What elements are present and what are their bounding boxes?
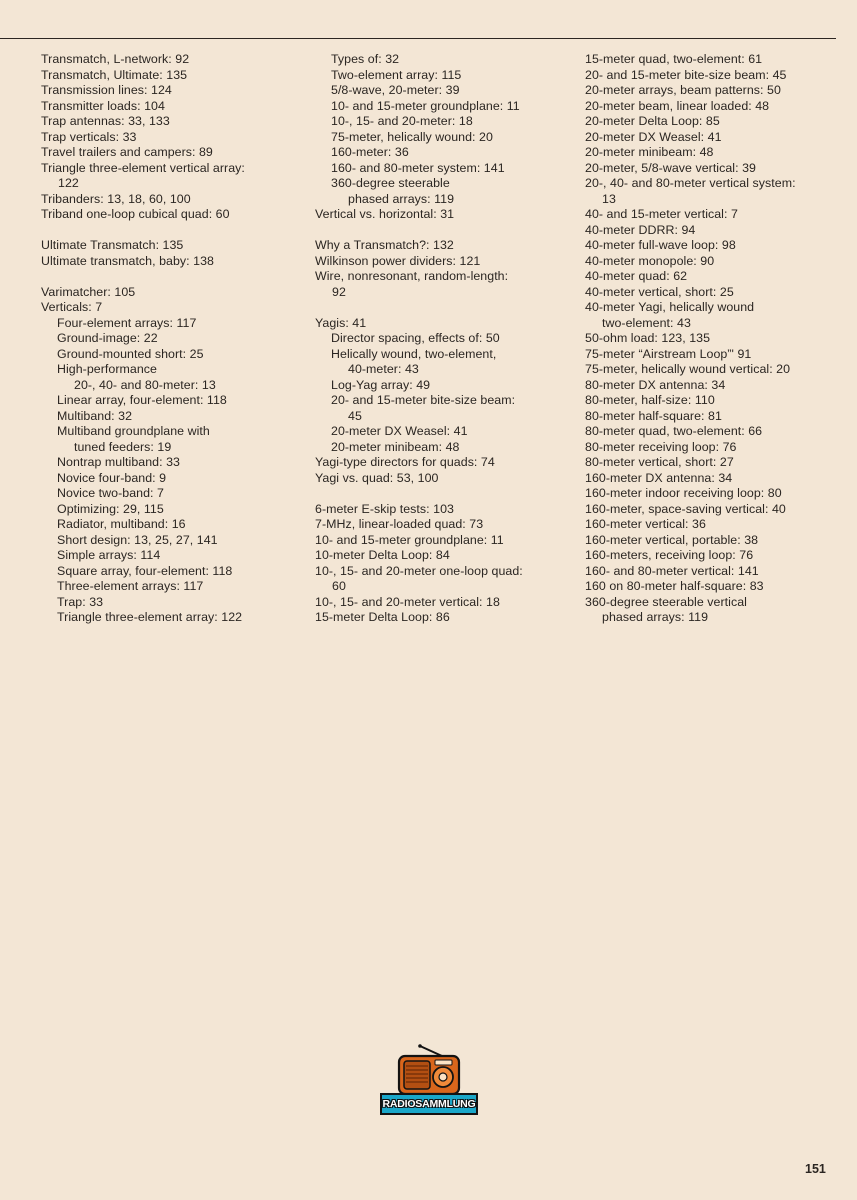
index-entry-line: Square array, four-element: 118 xyxy=(57,563,233,578)
index-entry-line: 20-meter Delta Loop: 85 xyxy=(585,114,720,128)
index-entry xyxy=(585,68,850,84)
index-entry-line: Ground-mounted short: 25 xyxy=(57,346,204,361)
radio-icon xyxy=(380,1044,478,1096)
index-column-1 xyxy=(41,52,311,626)
index-entry-line: Transmitter loads: 104 xyxy=(41,98,165,113)
index-entry xyxy=(585,347,850,363)
index-entry-line: High-performance xyxy=(57,362,157,376)
index-entry-line: 92 xyxy=(332,284,346,299)
index-entry xyxy=(41,548,311,564)
index-entry-line: 160- and 80-meter vertical: 141 xyxy=(585,563,759,578)
index-entry xyxy=(585,269,850,285)
index-entry xyxy=(585,176,850,207)
index-entry xyxy=(41,517,311,533)
index-entry xyxy=(41,254,311,270)
index-entry-line: Linear array, four-element: 118 xyxy=(57,393,227,407)
index-entry-line: 122 xyxy=(58,176,79,190)
index-entry-line: 20- and 15-meter bite-size beam: 45 xyxy=(585,67,787,82)
index-entry-line: 160-meter vertical, portable: 38 xyxy=(585,532,759,547)
index-entry xyxy=(315,130,580,146)
index-entry xyxy=(585,99,850,115)
index-entry xyxy=(315,331,580,347)
index-entry xyxy=(41,486,311,502)
blank-spacer xyxy=(41,223,311,239)
index-entry xyxy=(585,285,850,301)
index-entry-line: 40-meter monopole: 90 xyxy=(585,253,715,268)
index-entry xyxy=(41,161,311,192)
index-entry xyxy=(41,579,311,595)
index-entry-line: 160 on 80-meter half-square: 83 xyxy=(585,579,764,593)
index-entry-line: Novice four-band: 9 xyxy=(57,470,167,485)
index-entry-line: 20-meter minibeam: 48 xyxy=(585,145,714,159)
index-entry-line: 160- and 80-meter system: 141 xyxy=(331,160,505,175)
index-entry-line: 50-ohm load: 123, 135 xyxy=(585,331,711,345)
index-entry xyxy=(315,471,580,487)
index-entry-line: 40-meter: 43 xyxy=(348,362,419,376)
index-entry-line: 80-meter, half-size: 110 xyxy=(585,393,715,407)
index-entry xyxy=(585,486,850,502)
index-entry xyxy=(41,99,311,115)
index-entry-line: 20- and 15-meter bite-size beam: xyxy=(331,393,516,407)
index-entry-line: phased arrays: 119 xyxy=(348,191,455,206)
index-entry-line: Why a Transmatch?: 132 xyxy=(315,238,454,252)
index-entry xyxy=(41,192,311,208)
index-entry xyxy=(585,533,850,549)
blank-spacer xyxy=(41,269,311,285)
page-number: 151 xyxy=(805,1162,826,1176)
index-entry-line: Log-Yag array: 49 xyxy=(331,377,431,392)
blank-spacer xyxy=(315,486,580,502)
index-entry xyxy=(41,362,311,393)
index-entry-line: 7-MHz, linear-loaded quad: 73 xyxy=(315,517,484,531)
index-entry-line: Types of: 32 xyxy=(331,52,400,66)
index-entry xyxy=(41,455,311,471)
index-entry xyxy=(315,269,580,300)
index-entry-line: Trap antennas: 33, 133 xyxy=(41,114,170,128)
index-entry-line: 40-meter full-wave loop: 98 xyxy=(585,238,736,252)
index-entry xyxy=(585,130,850,146)
index-entry xyxy=(41,316,311,332)
index-entry xyxy=(585,378,850,394)
index-entry-line: Triangle three-element vertical array: xyxy=(41,160,245,175)
index-entry-line: 20-meter DX Weasel: 41 xyxy=(585,129,722,144)
index-entry-line: 20-, 40- and 80-meter vertical system: xyxy=(585,176,796,190)
index-column-3 xyxy=(585,52,850,626)
index-entry xyxy=(41,207,311,223)
index-entry-line: Triband one-loop cubical quad: 60 xyxy=(41,207,230,221)
index-entry xyxy=(315,564,580,595)
index-entry-line: 40-meter quad: 62 xyxy=(585,269,688,283)
index-entry xyxy=(41,409,311,425)
index-entry xyxy=(41,595,311,611)
index-entry-line: tuned feeders: 19 xyxy=(74,439,172,454)
index-entry-line: Multiband groundplane with xyxy=(57,424,210,438)
index-entry xyxy=(585,300,850,331)
index-entry xyxy=(585,331,850,347)
index-entry xyxy=(41,564,311,580)
index-entry xyxy=(41,610,311,626)
radiosammlung-logo xyxy=(380,1044,478,1118)
index-entry-line: 80-meter DX antenna: 34 xyxy=(585,377,726,392)
index-entry-line: 360-degree steerable xyxy=(331,176,450,190)
index-entry xyxy=(315,83,580,99)
index-entry-line: Tribanders: 13, 18, 60, 100 xyxy=(41,191,191,206)
index-entry-line: 160-meter indoor receiving loop: 80 xyxy=(585,486,782,500)
index-entry-line: 80-meter quad, two-element: 66 xyxy=(585,424,763,438)
index-entry-line: Travel trailers and campers: 89 xyxy=(41,145,213,159)
index-entry xyxy=(315,440,580,456)
index-entry xyxy=(315,176,580,207)
index-entry xyxy=(315,68,580,84)
index-entry-line: Three-element arrays: 117 xyxy=(57,579,204,593)
index-entry xyxy=(315,393,580,424)
index-entry xyxy=(315,52,580,68)
index-entry-line: 20-meter arrays, beam patterns: 50 xyxy=(585,83,781,97)
index-entry xyxy=(585,502,850,518)
index-entry-line: 360-degree steerable vertical xyxy=(585,594,747,609)
index-entry xyxy=(41,502,311,518)
index-entry xyxy=(41,347,311,363)
index-entry-line: Trap verticals: 33 xyxy=(41,129,137,144)
index-entry-line: Trap: 33 xyxy=(57,594,104,609)
index-entry xyxy=(585,579,850,595)
index-entry-line: 80-meter half-square: 81 xyxy=(585,408,722,423)
index-entry xyxy=(41,238,311,254)
index-entry xyxy=(315,316,580,332)
index-entry-line: Helically wound, two-element, xyxy=(331,346,497,361)
index-entry-line: Nontrap multiband: 33 xyxy=(57,455,180,469)
index-entry-line: Radiator, multiband: 16 xyxy=(57,517,186,531)
index-entry-line: Yagis: 41 xyxy=(315,315,367,330)
index-entry xyxy=(585,362,850,378)
index-entry xyxy=(585,440,850,456)
index-entry-line: 10-meter Delta Loop: 84 xyxy=(315,548,450,562)
index-entry-line: Transmatch, L-network: 92 xyxy=(41,52,190,66)
index-entry xyxy=(41,533,311,549)
logo-text: RADIOSAMMLUNG xyxy=(380,1093,478,1115)
index-entry xyxy=(41,130,311,146)
index-entry-line: 20-meter minibeam: 48 xyxy=(331,439,460,454)
index-entry-line: 20-meter, 5/8-wave vertical: 39 xyxy=(585,160,756,175)
index-entry xyxy=(585,393,850,409)
index-entry xyxy=(41,68,311,84)
index-entry xyxy=(585,517,850,533)
index-entry xyxy=(585,83,850,99)
index-entry-line: 10-, 15- and 20-meter: 18 xyxy=(331,114,473,128)
index-entry xyxy=(315,548,580,564)
index-entry xyxy=(585,145,850,161)
index-entry-line: Optimizing: 29, 115 xyxy=(57,501,164,516)
index-entry-line: Director spacing, effects of: 50 xyxy=(331,331,500,345)
index-entry xyxy=(41,114,311,130)
index-entry-line: 10- and 15-meter groundplane: 11 xyxy=(331,98,520,113)
index-entry-line: 6-meter E-skip tests: 103 xyxy=(315,501,454,516)
blank-spacer xyxy=(315,300,580,316)
index-column-2 xyxy=(315,52,580,626)
index-entry-line: Wire, nonresonant, random-length: xyxy=(315,269,509,283)
index-entry xyxy=(315,161,580,177)
index-entry-line: 40-meter DDRR: 94 xyxy=(585,222,696,237)
index-entry xyxy=(41,393,311,409)
index-entry xyxy=(315,424,580,440)
index-entry-line: 160-meter vertical: 36 xyxy=(585,517,706,531)
index-entry xyxy=(41,145,311,161)
index-entry-line: Yagi vs. quad: 53, 100 xyxy=(315,470,439,485)
index-entry-line: Short design: 13, 25, 27, 141 xyxy=(57,532,218,547)
index-entry-line: 10- and 15-meter groundplane: 11 xyxy=(315,532,504,547)
index-entry xyxy=(41,471,311,487)
index-entry xyxy=(315,207,580,223)
index-entry-line: 40-meter Yagi, helically wound xyxy=(585,300,755,314)
index-entry xyxy=(585,207,850,223)
index-entry-line: 45 xyxy=(348,408,362,423)
index-entry-line: 15-meter quad, two-element: 61 xyxy=(585,52,763,66)
index-entry-line: Novice two-band: 7 xyxy=(57,486,164,500)
index-entry xyxy=(315,114,580,130)
index-entry-line: Ultimate Transmatch: 135 xyxy=(41,238,184,252)
index-entry xyxy=(41,300,311,316)
index-entry xyxy=(585,564,850,580)
index-entry-line: 80-meter receiving loop: 76 xyxy=(585,439,737,454)
index-entry xyxy=(585,238,850,254)
index-entry-line: 75-meter, helically wound: 20 xyxy=(331,129,493,144)
index-entry xyxy=(315,347,580,378)
index-entry-line: 40-meter vertical, short: 25 xyxy=(585,284,734,299)
blank-spacer xyxy=(315,223,580,239)
index-entry-line: Wilkinson power dividers: 121 xyxy=(315,253,481,268)
index-entry-line: 160-meter: 36 xyxy=(331,145,409,159)
index-entry xyxy=(315,517,580,533)
index-entry-line: 160-meters, receiving loop: 76 xyxy=(585,548,754,562)
index-entry xyxy=(585,455,850,471)
index-entry-line: Varimatcher: 105 xyxy=(41,284,136,299)
index-entry xyxy=(41,424,311,455)
index-entry xyxy=(315,455,580,471)
index-entry xyxy=(315,238,580,254)
index-entry-line: Ground-image: 22 xyxy=(57,331,158,345)
index-entry-line: Ultimate transmatch, baby: 138 xyxy=(41,253,214,268)
index-entry xyxy=(585,471,850,487)
index-entry xyxy=(585,409,850,425)
index-entry-line: 20-meter beam, linear loaded: 48 xyxy=(585,98,770,113)
index-entry-line: two-element: 43 xyxy=(602,315,691,330)
index-entry-line: 20-, 40- and 80-meter: 13 xyxy=(74,377,216,392)
index-entry-line: 160-meter, space-saving vertical: 40 xyxy=(585,501,786,516)
index-entry xyxy=(41,331,311,347)
index-entry xyxy=(315,502,580,518)
index-entry-line: Simple arrays: 114 xyxy=(57,548,161,562)
index-entry xyxy=(315,99,580,115)
index-entry-line: 10-, 15- and 20-meter vertical: 18 xyxy=(315,594,500,609)
index-entry-line: 160-meter DX antenna: 34 xyxy=(585,470,733,485)
index-entry-line: 75-meter, helically wound vertical: 20 xyxy=(585,362,791,376)
index-entry-line: Two-element array: 115 xyxy=(331,67,462,82)
index-entry-line: phased arrays: 119 xyxy=(602,610,709,624)
index-entry-line: 80-meter vertical, short: 27 xyxy=(585,455,734,469)
index-entry-line: 75-meter “Airstream Loop”' 91 xyxy=(585,346,752,361)
index-entry xyxy=(315,595,580,611)
index-entry-line: 5/8-wave, 20-meter: 39 xyxy=(331,83,460,97)
index-entry-line: Verticals: 7 xyxy=(41,300,103,314)
index-entry xyxy=(585,52,850,68)
index-entry xyxy=(585,595,850,626)
index-entry-line: 15-meter Delta Loop: 86 xyxy=(315,610,450,624)
index-entry-line: Vertical vs. horizontal: 31 xyxy=(315,207,455,221)
index-entry xyxy=(585,254,850,270)
index-entry-line: 60 xyxy=(332,579,346,593)
index-entry-line: Multiband: 32 xyxy=(57,408,133,423)
index-entry xyxy=(585,548,850,564)
index-entry-line: Four-element arrays: 117 xyxy=(57,315,197,330)
index-entry xyxy=(41,83,311,99)
top-rule xyxy=(0,38,836,39)
index-entry xyxy=(315,254,580,270)
index-entry-line: Yagi-type directors for quads: 74 xyxy=(315,455,495,469)
index-entry xyxy=(315,533,580,549)
index-entry-line: Transmission lines: 124 xyxy=(41,83,172,97)
index-entry-line: 10-, 15- and 20-meter one-loop quad: xyxy=(315,563,523,578)
index-entry-line: Transmatch, Ultimate: 135 xyxy=(41,67,188,82)
index-entry xyxy=(585,424,850,440)
index-entry xyxy=(315,610,580,626)
index-entry xyxy=(585,114,850,130)
index-entry xyxy=(315,378,580,394)
index-entry-line: 40- and 15-meter vertical: 7 xyxy=(585,207,738,221)
index-entry xyxy=(41,52,311,68)
index-entry xyxy=(315,145,580,161)
index-entry xyxy=(585,161,850,177)
index-entry xyxy=(41,285,311,301)
index-entry xyxy=(585,223,850,239)
index-entry-line: 13 xyxy=(602,191,616,206)
index-entry-line: 20-meter DX Weasel: 41 xyxy=(331,424,468,438)
index-entry-line: Triangle three-element array: 122 xyxy=(57,610,243,624)
